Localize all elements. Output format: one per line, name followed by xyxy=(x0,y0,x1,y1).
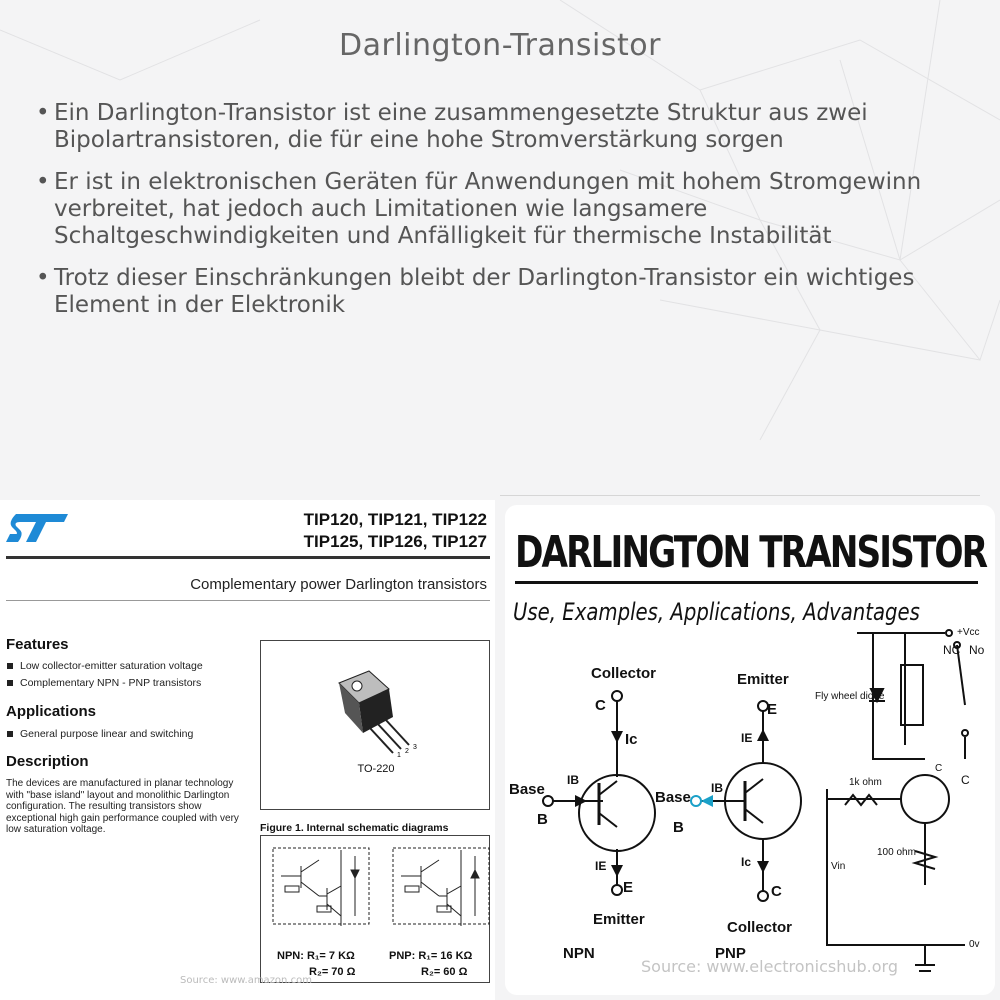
infographic-subtitle: Use, Examples, Applications, Advantages xyxy=(513,598,920,626)
vcc-label: +Vcc xyxy=(957,627,980,638)
pnp-emitter-label: Emitter xyxy=(737,671,789,688)
infographic-title: DARLINGTON TRANSISTOR xyxy=(515,527,987,578)
pnp-ib-label: IB xyxy=(711,781,723,795)
divider xyxy=(500,495,980,496)
npn-base-label: Base xyxy=(509,781,545,798)
npn-ic-label: Ic xyxy=(625,731,638,748)
to220-package-icon xyxy=(261,641,491,811)
feature-item: Complementary NPN - PNP transistors xyxy=(6,677,201,689)
pnp-base-label: Base xyxy=(655,789,691,806)
header-rule xyxy=(6,556,490,559)
npn-resistor-values-2: R₂= 70 Ω xyxy=(309,966,356,978)
source-caption: Source: www.electronicshub.org xyxy=(641,957,899,976)
r2-label: 100 ohm xyxy=(877,847,916,858)
npn-resistor-values-1: NPN: R₁= 7 KΩ xyxy=(277,950,355,962)
pnp-c-label: C xyxy=(771,883,782,900)
npn-c-label: C xyxy=(595,697,606,714)
c-label-2: C xyxy=(961,773,970,787)
package-figure xyxy=(260,640,490,810)
npn-type-label: NPN xyxy=(563,945,595,962)
bullet-list xyxy=(36,100,976,334)
pnp-resistor-values-2: R₂= 60 Ω xyxy=(421,966,468,978)
schematic-figure xyxy=(260,835,490,983)
pnp-resistor-values-1: PNP: R₁= 16 KΩ xyxy=(389,950,473,962)
no-label: No xyxy=(969,643,985,657)
description-text: The devices are manufactured in planar technology with "base island" layout and monolithic Darlington configuration. The resulting transistors show exceptional high gain performance coupled with very low saturation voltage. xyxy=(6,778,239,835)
pnp-ie-label: IE xyxy=(741,731,753,745)
ov-label: 0v xyxy=(969,939,980,950)
application-item: General purpose linear and switching xyxy=(6,728,193,740)
figure-title: Figure 1. Internal schematic diagrams xyxy=(260,822,449,834)
page-title: Darlington-Transistor xyxy=(339,28,661,63)
st-logo-icon xyxy=(6,512,70,544)
pnp-ic-label: Ic xyxy=(741,855,752,869)
datasheet-subtitle: Complementary power Darlington transistors xyxy=(190,576,487,593)
internal-schematic-icon xyxy=(261,836,491,946)
part-numbers-2: TIP125, TIP126, TIP127 xyxy=(303,532,487,551)
svg-text:2: 2 xyxy=(405,748,409,755)
feature-item: Low collector-emitter saturation voltage xyxy=(6,660,203,672)
source-caption: Source: www.amazon.com xyxy=(180,975,312,986)
package-label: TO-220 xyxy=(357,763,395,775)
npn-collector-label: Collector xyxy=(591,665,657,682)
pnp-e-label: E xyxy=(767,701,778,718)
npn-ib-label: IB xyxy=(567,773,579,787)
description-heading: Description xyxy=(6,753,89,770)
npn-ie-label: IE xyxy=(595,859,607,873)
r1-label: 1k ohm xyxy=(849,777,882,788)
c-label-1: C xyxy=(935,763,943,774)
pnp-type-label: PNP xyxy=(715,945,746,962)
infographic-image xyxy=(505,505,995,995)
bullet-item: • Er ist in elektronischen Geräten für Anwendungen mit hohem Stromgewinn verbreitet, hat jedoch auch Limitationen wie langsamere Schaltgeschwindigkeiten und Anfälligkeit für thermische Instabilität xyxy=(36,169,976,250)
npn-e-label: E xyxy=(623,879,634,896)
npn-b-label: B xyxy=(537,811,548,828)
pnp-collector-label: Collector xyxy=(727,919,793,936)
applications-heading: Applications xyxy=(6,703,97,720)
nc-label: NC xyxy=(943,643,961,657)
pnp-b-label: B xyxy=(673,819,684,836)
svg-text:1: 1 xyxy=(397,752,401,759)
vin-label: Vin xyxy=(831,861,846,872)
bullet-item: • Trotz dieser Einschränkungen bleibt der Darlington-Transistor ein wichtiges Element in der Elektronik xyxy=(36,265,976,319)
svg-text:3: 3 xyxy=(413,744,417,751)
datasheet-image xyxy=(0,500,495,1000)
features-heading: Features xyxy=(6,636,69,653)
subtitle-rule xyxy=(6,600,490,601)
npn-emitter-label: Emitter xyxy=(593,911,645,928)
part-numbers-1: TIP120, TIP121, TIP122 xyxy=(303,510,487,529)
bullet-item: • Ein Darlington-Transistor ist eine zusammengesetzte Struktur aus zwei Bipolartransistoren, die für eine hohe Stromverstärkung sorgen xyxy=(36,100,976,154)
flywheel-diode-label: Fly wheel diode xyxy=(815,691,885,702)
